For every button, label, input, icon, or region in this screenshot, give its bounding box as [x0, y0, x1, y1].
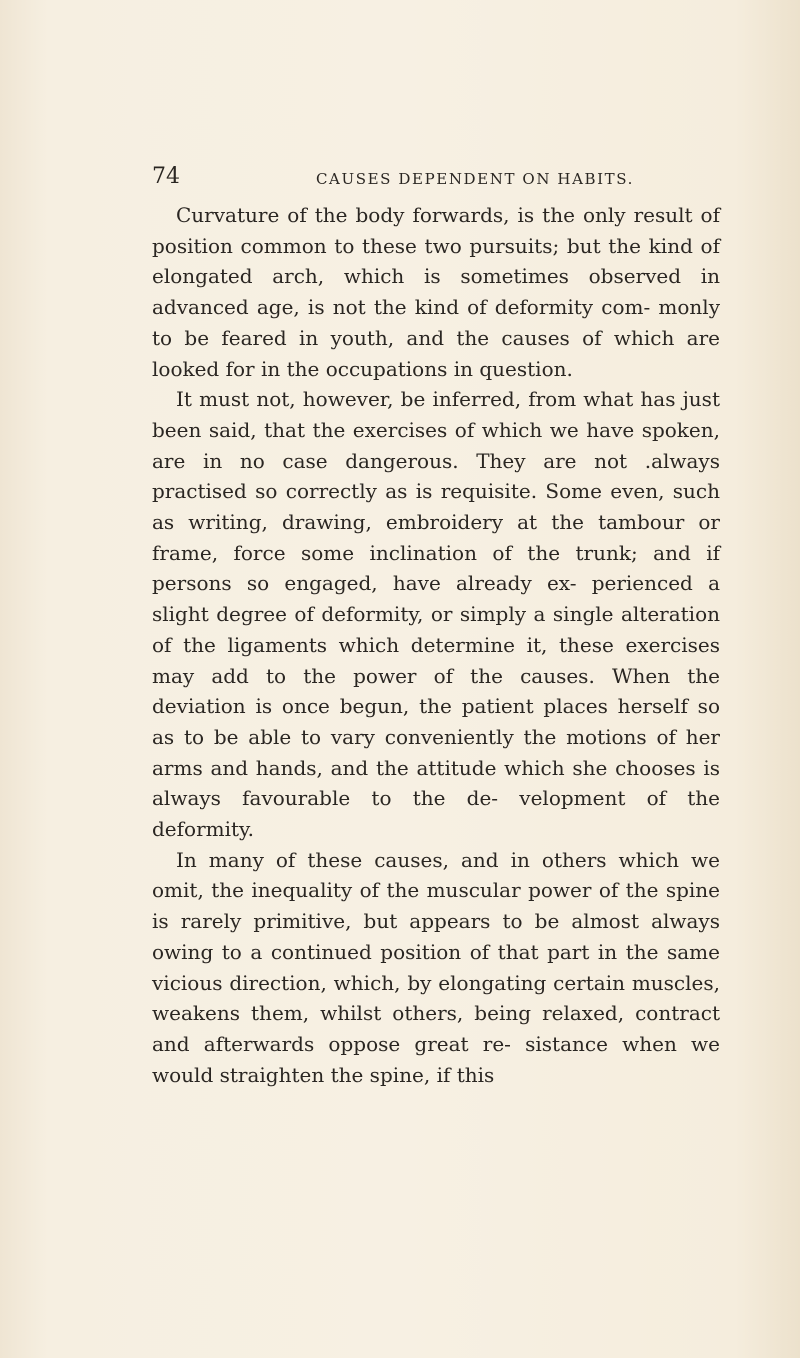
- paragraph-1: Curvature of the body forwards, is the only result of position common to these two pursuits; but the kind of elongated arch, which is sometimes observed in advanced age, is not the kind of deformity com- monly to be feared in youth, and the causes of which are looked for in the occupations in question.: [152, 203, 720, 381]
- paragraph-2: It must not, however, be inferred, from what has just been said, that the exercises of which we have spoken, are in no case dangerous. They are not .always practised so correctly as is requisite. Some even, such as writing, drawing, embroidery at the tambour or frame, force some inclination of the trunk; and if persons so engaged, have already ex- perienced a slight degree of deformity, or simply a single alteration of the ligaments which determine it, these exercises may add to the power of the causes. When the deviation is once begun, the patient places herself so as to be able to vary conveniently the motions of her arms and hands, and the attitude which she chooses is always favourable to the de- velopment of the deformity.: [152, 387, 720, 842]
- running-head: CAUSES DEPENDENT ON HABITS.: [315, 170, 634, 188]
- paragraph-3: In many of these causes, and in others which we omit, the inequality of the muscular power of the spine is rarely primitive, but appears to be almost always owing to a continued position of that part in the same vicious direction, which, by elongating certain muscles, weakens them, whilst others, being relaxed, contract and afterwards oppose great re- sistance when we would straighten the spine, if this: [152, 847, 720, 1087]
- page-header: [152, 162, 720, 192]
- page-number: 74: [152, 164, 180, 189]
- body-text: [152, 200, 720, 1090]
